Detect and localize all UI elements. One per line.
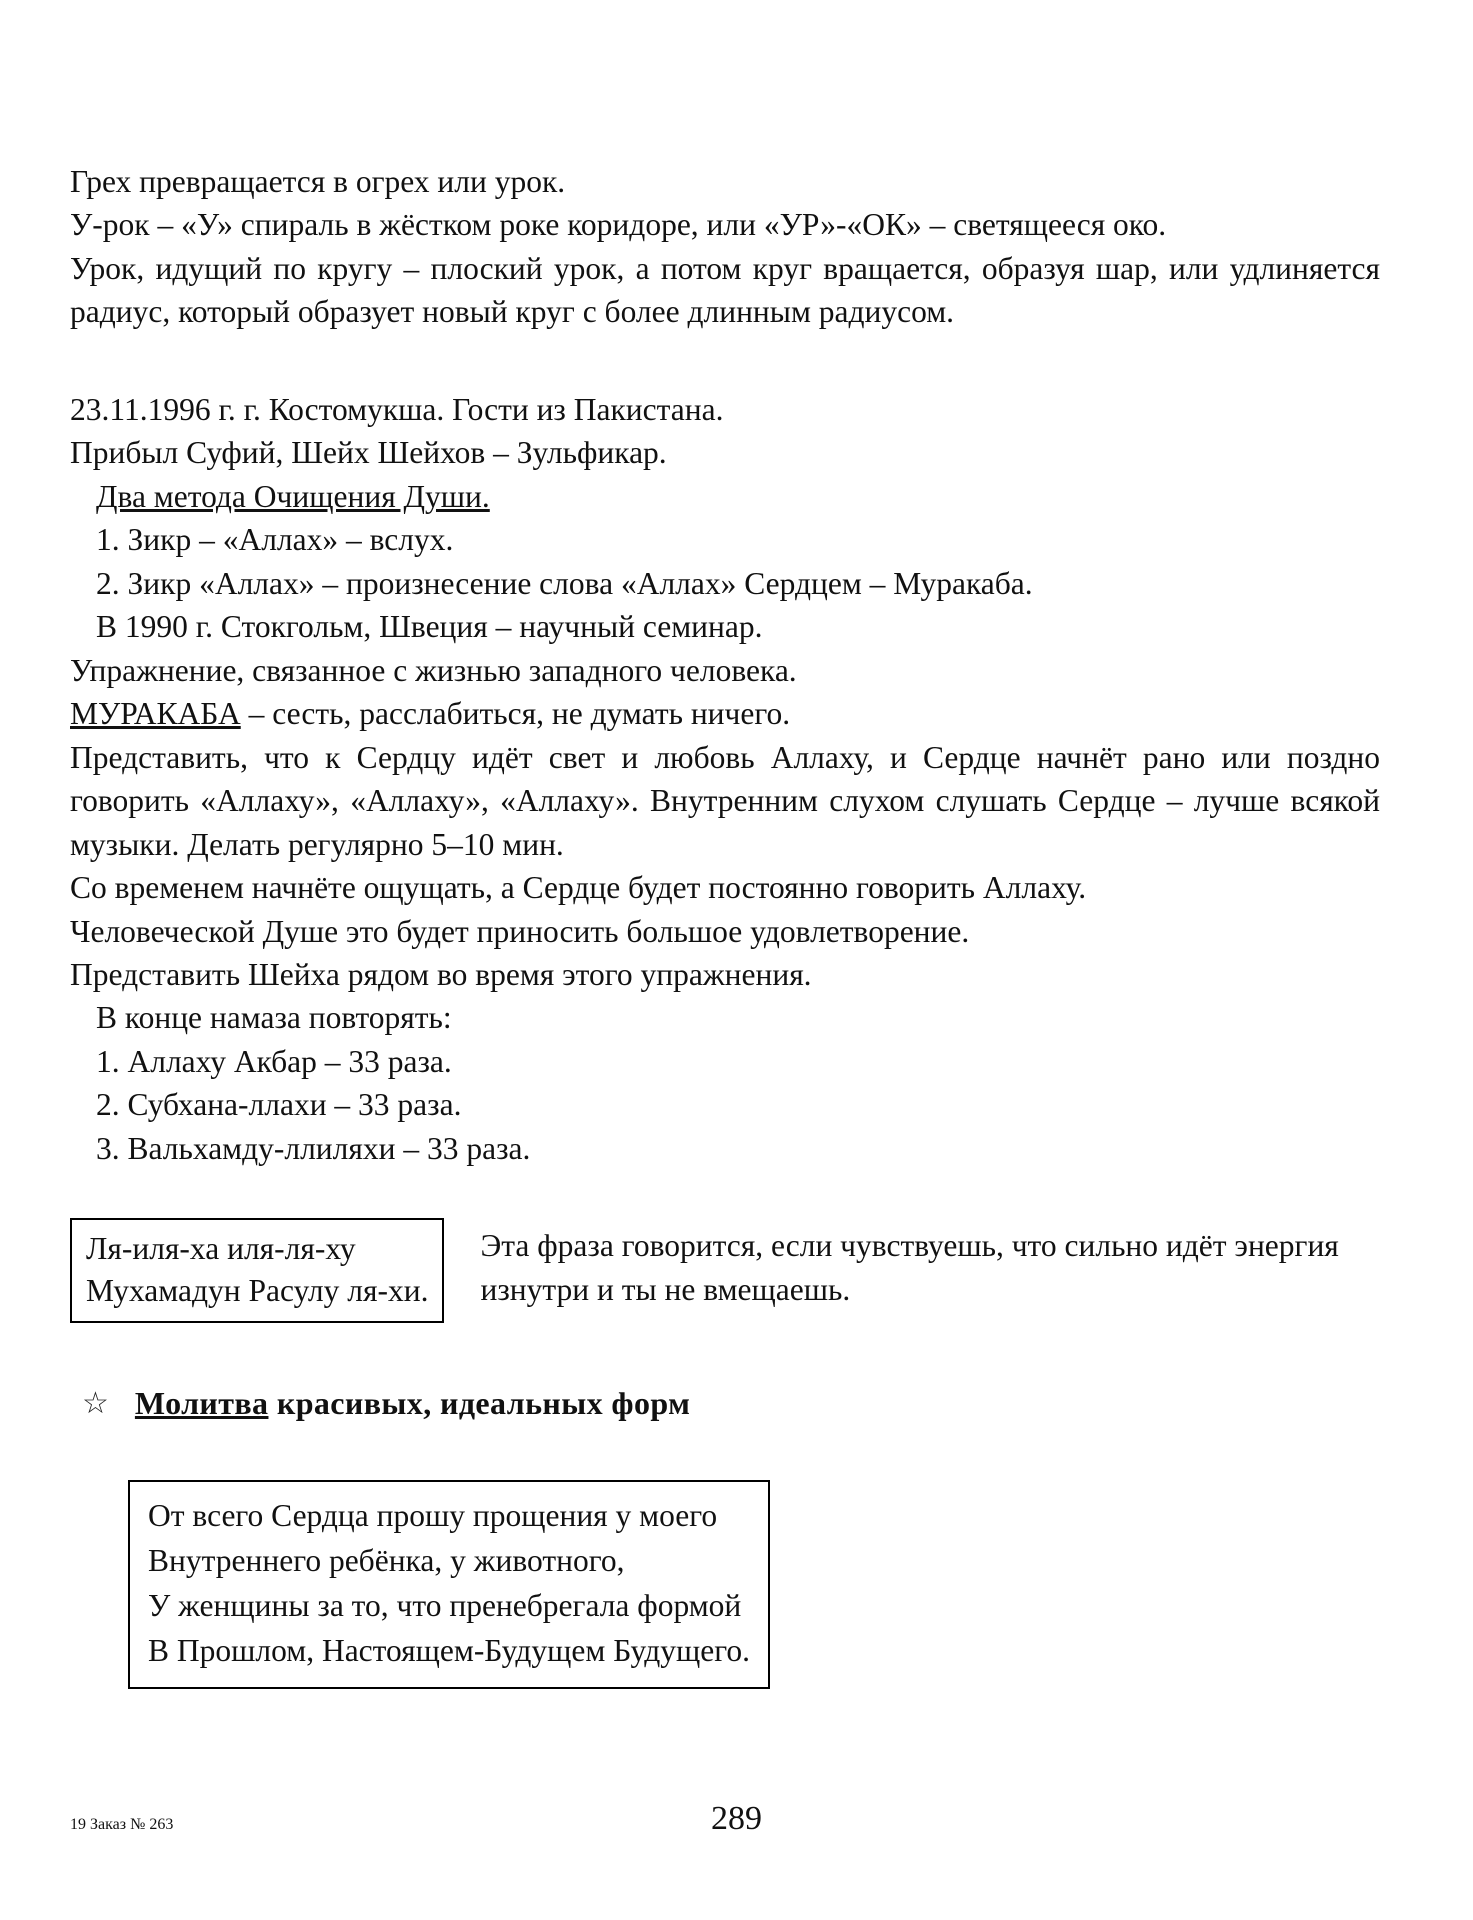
body-paragraph: Представить, что к Сердцу идёт свет и любовь Аллаху, и Сердце начнёт рано или поздно говорить «Аллаху», «Аллаху», «Аллаху». Внутренним слухом слушать Сердце – лучше всякой музыки. Делать регулярно 5–10 мин. — [70, 739, 1380, 862]
exercise-line: Упражнение, связанное с жизнью западного человека. — [70, 652, 797, 688]
phrase-note: Эта фраза говорится, если чувствуешь, что сильно идёт энергия изнутри и ты не вмещаешь. — [480, 1228, 1339, 1307]
section-spacer — [70, 334, 1380, 388]
method-item: В 1990 г. Стокгольм, Швеция – научный семинар. — [96, 609, 763, 645]
method-item: 2. Зикр «Аллах» – произнесение слова «Аллах» Сердцем – Муракаба. — [96, 565, 1033, 601]
murakaba-term: МУРАКАБА — [70, 696, 241, 732]
prayer-line: В Прошлом, Настоящем-Будущем Будущего. — [148, 1632, 751, 1668]
print-order-note: 19 Заказ № 263 — [70, 1816, 174, 1833]
murakaba-definition — [70, 692, 1380, 735]
method-item: 1. Зикр – «Аллах» – вслух. — [96, 522, 454, 558]
phrase-line-2: Мухамадун Расулу ля-хи. — [86, 1272, 429, 1308]
entry-arrival-line: Прибыл Суфий, Шейх Шейхов – Зульфикар. — [70, 435, 667, 471]
star-heading-rest: красивых, идеальных форм — [268, 1385, 691, 1422]
phrase-line-1: Ля-иля-ха иля-ля-ху — [86, 1231, 356, 1267]
prayer-line: От всего Сердца прошу прощения у моего — [148, 1498, 718, 1534]
phrase-box — [70, 1218, 444, 1323]
paragraph: У-рок – «У» спираль в жёстком роке коридоре, или «УР»-«ОК» – светящееся око. — [70, 207, 1167, 243]
murakaba-definition-text: – сесть, расслабиться, не думать ничего. — [240, 696, 791, 732]
star-heading — [135, 1385, 690, 1422]
prayer-line: Внутреннего ребёнка, у животного, — [148, 1543, 625, 1579]
paragraph: Урок, идущий по кругу – плоский урок, а потом круг вращается, образуя шар, или удлиняется радиус, который образует новый круг с более длинным радиусом. — [70, 250, 1380, 330]
page-number: 289 — [711, 1800, 762, 1837]
namaz-item: 3. Вальхамду-ллиляхи – 33 раза. — [96, 1130, 531, 1166]
entry-date-line: 23.11.1996 г. г. Костомукша. Гости из Пакистана. — [70, 391, 724, 427]
namaz-item: 2. Субхана-ллахи – 33 раза. — [96, 1087, 462, 1123]
star-heading-underlined: Молитва — [134, 1385, 269, 1422]
prayer-box — [128, 1480, 770, 1689]
star-icon: ☆ — [82, 1386, 109, 1420]
body-paragraph: Человеческой Душе это будет приносить большое удовлетворение. — [70, 913, 970, 949]
page-content — [70, 160, 1380, 1689]
paragraph: Грех превращается в огрех или урок. — [70, 164, 566, 199]
namaz-heading: В конце намаза повторять: — [96, 1000, 452, 1036]
phrase-row — [70, 1218, 1380, 1323]
body-paragraph: Представить Шейха рядом во время этого упражнения. — [70, 956, 812, 992]
page-footer — [0, 1794, 1473, 1837]
prayer-line: У женщины за то, что пренебрегала формой — [148, 1587, 742, 1623]
body-paragraph: Со временем начнёте ощущать, а Сердце будет постоянно говорить Аллаху. — [70, 870, 1087, 906]
methods-heading — [70, 475, 1380, 518]
namaz-item: 1. Аллаху Акбар – 33 раза. — [96, 1043, 452, 1079]
methods-heading-text: Два метода Очищения Души. — [96, 478, 490, 514]
star-section-heading — [70, 1385, 1380, 1422]
